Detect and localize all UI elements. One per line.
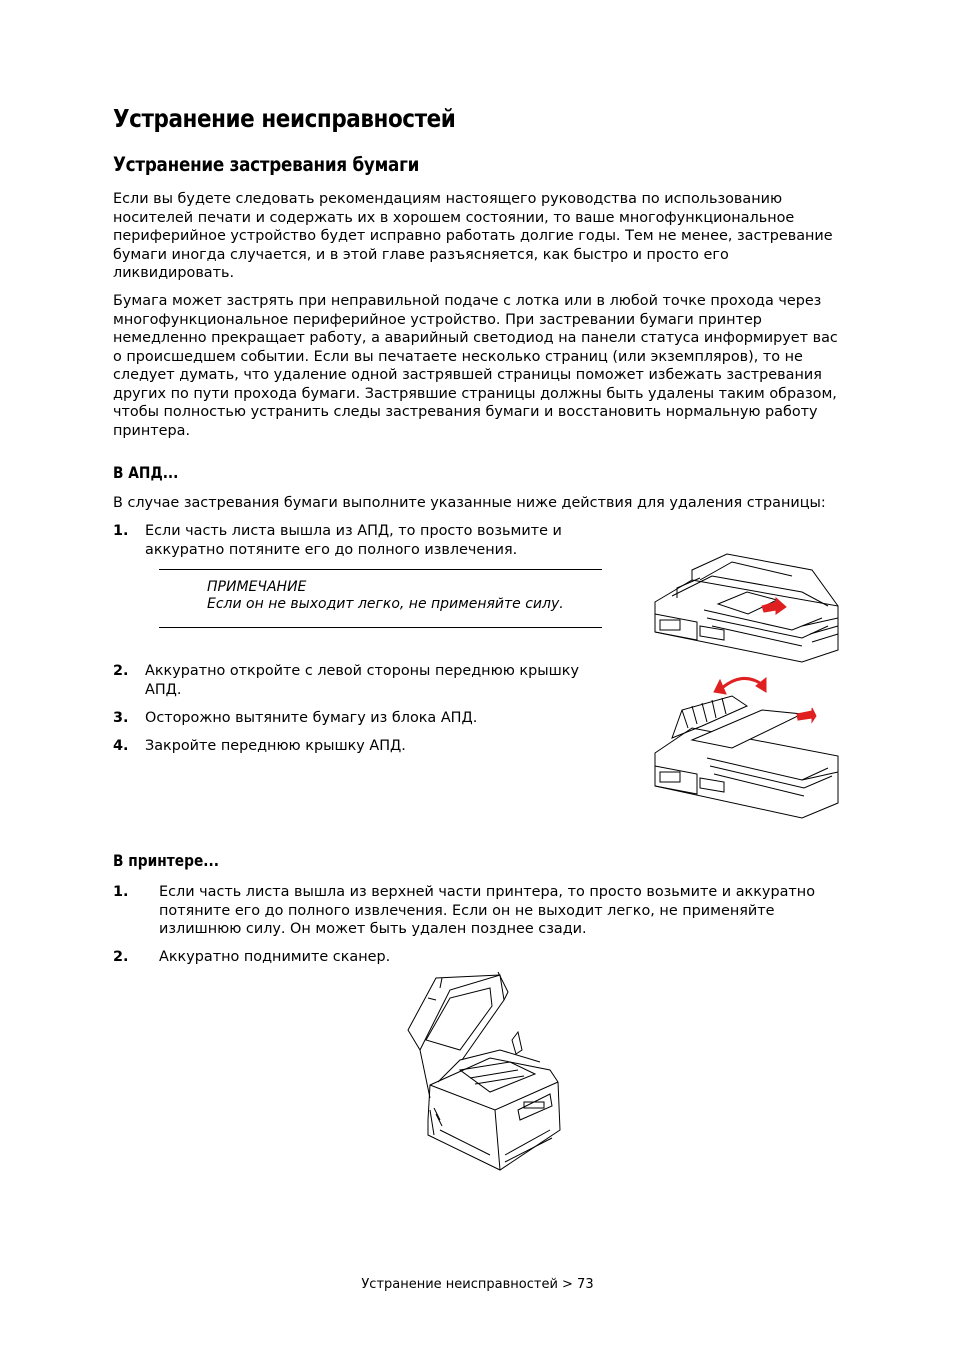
step-number: 4.: [113, 738, 129, 754]
adf-lead-text: В случае застревания бумаги выполните указанные ниже действия для удаления страницы:: [113, 495, 826, 511]
step-text: Закройте переднюю крышку АПД.: [145, 738, 406, 754]
step-number: 2.: [113, 949, 129, 965]
adf-open-cover-illustration: [652, 668, 842, 824]
note-label: ПРИМЕЧАНИЕ: [207, 579, 307, 595]
adf-paper-removal-illustration: [652, 540, 842, 665]
intro-paragraph-1: Если вы будете следовать рекомендациям настоящего руководства по использованию носителей печати и содержать их в хорошем состоянии, то ваше многофункциональное периферийное устройство будет исправно работать долгие годы. Тем не менее, застревание бумаги иногда случается, и в этой главе разъясняется, как быстро и просто его ликвидировать.: [113, 191, 833, 281]
step-number: 1.: [113, 884, 129, 900]
note-bottom-rule: [159, 627, 602, 628]
step-number: 2.: [113, 663, 129, 679]
step-text: Аккуратно откройте с левой стороны переднюю крышку АПД.: [145, 663, 579, 698]
step-number: 1.: [113, 523, 129, 539]
subsection-title-printer: В принтере...: [113, 851, 219, 870]
page-footer: Устранение неисправностей > 73: [361, 1277, 594, 1292]
printer-scanner-raised-illustration: [400, 970, 565, 1180]
step-number: 3.: [113, 710, 129, 726]
step-text: Если часть листа вышла из верхней части принтера, то просто возьмите и аккуратно потяните его до полного извлечения. Если он не выходит легко, не применяйте излишнюю силу. Он может быть удален позднее сзади.: [159, 884, 815, 937]
step-text: Аккуратно поднимите сканер.: [159, 949, 391, 965]
step-text: Осторожно вытяните бумагу из блока АПД.: [145, 710, 478, 726]
subsection-title-adf: В АПД...: [113, 463, 179, 482]
intro-paragraph-2: Бумага может застрять при неправильной подаче с лотка или в любой точке прохода через многофункциональное периферийное устройство. При застревании бумаги принтер немедленно прекращает работу, а аварийный светодиод на панели статуса информирует вас о происшедшем событии. Если вы печатаете несколько страниц (или экземпляров), то не следует думать, что удаление одной застрявшей страницы поможет избежать застревания других по пути прохода бумаги. Застрявшие страницы должны быть удалены таким образом, чтобы полностью устранить следы застревания бумаги и восстановить нормальную работу принтера.: [113, 293, 838, 439]
section-title-paper-jam: Устранение застревания бумаги: [113, 153, 420, 176]
step-text: Если часть листа вышла из АПД, то просто возьмите и аккуратно потяните его до полного извлечения.: [145, 523, 562, 558]
note-text: Если он не выходит легко, не применяйте силу.: [207, 596, 564, 612]
page-title: Устранение неисправностей: [113, 104, 456, 133]
note-top-rule: [159, 569, 602, 570]
